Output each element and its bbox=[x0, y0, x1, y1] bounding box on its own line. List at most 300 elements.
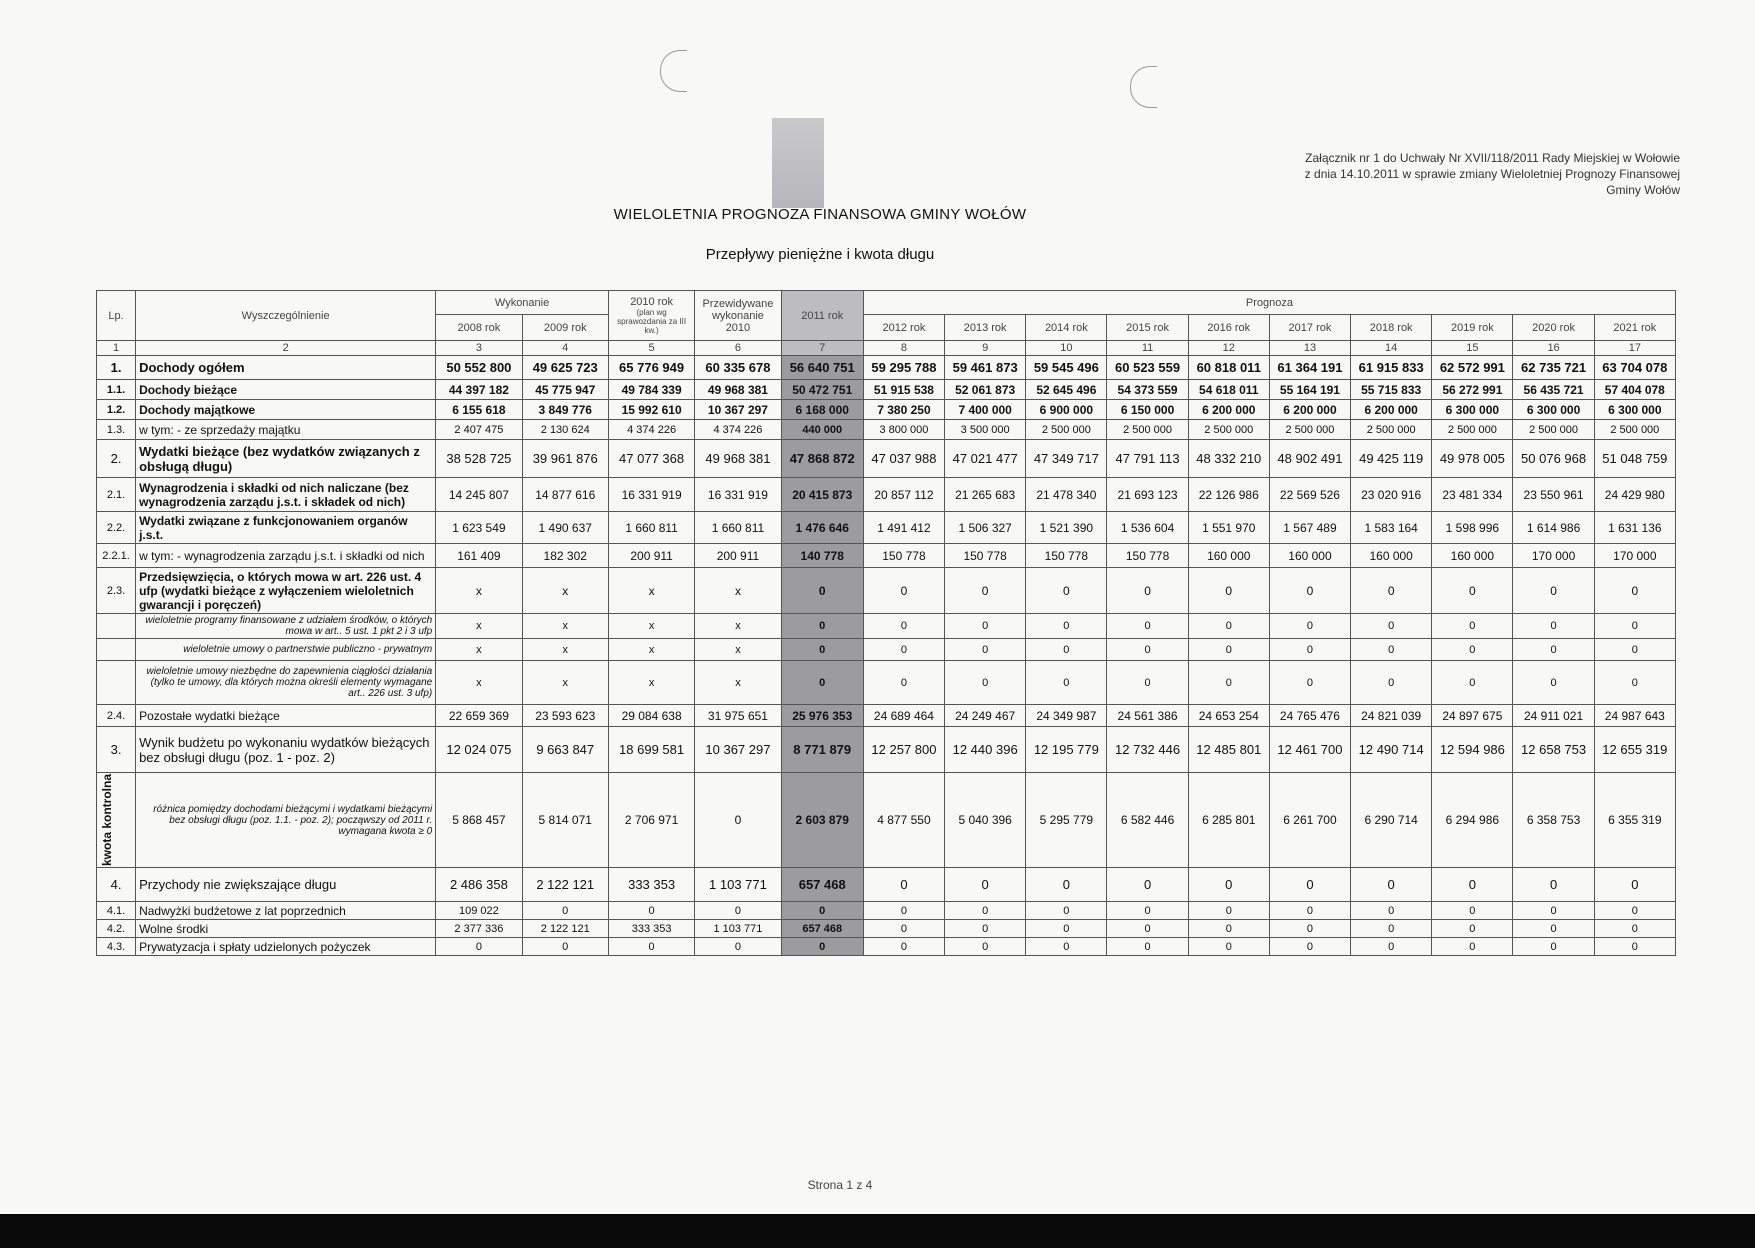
row-description: Pozostałe wydatki bieżące bbox=[136, 705, 436, 727]
row-description: Wydatki bieżące (bez wydatków związanych z obsługą długu) bbox=[136, 440, 436, 478]
table-row bbox=[97, 639, 1676, 661]
table-cell: 54 373 559 bbox=[1107, 380, 1188, 400]
table-cell: 2 377 336 bbox=[436, 920, 522, 938]
table-cell: 200 911 bbox=[695, 544, 781, 568]
column-number: 11 bbox=[1107, 341, 1188, 356]
table-cell: 6 155 618 bbox=[436, 400, 522, 420]
column-number: 10 bbox=[1026, 341, 1107, 356]
table-cell: 0 bbox=[1432, 661, 1513, 705]
table-cell: 31 975 651 bbox=[695, 705, 781, 727]
table-cell: 55 715 833 bbox=[1351, 380, 1432, 400]
table-cell: 0 bbox=[945, 661, 1026, 705]
table-cell: 0 bbox=[1188, 920, 1269, 938]
row-lp: 1.2. bbox=[97, 400, 136, 420]
table-cell: 0 bbox=[1513, 868, 1594, 902]
row-lp: 1. bbox=[97, 356, 136, 380]
table-cell: 50 552 800 bbox=[436, 356, 522, 380]
column-number: 12 bbox=[1188, 341, 1269, 356]
table-cell: 22 126 986 bbox=[1188, 478, 1269, 512]
table-cell: 51 048 759 bbox=[1594, 440, 1675, 478]
table-cell: 0 bbox=[1026, 614, 1107, 639]
table-row bbox=[97, 478, 1676, 512]
table-cell: 39 961 876 bbox=[522, 440, 608, 478]
row-description: Wydatki związane z funkcjonowaniem organów j.s.t. bbox=[136, 512, 436, 544]
table-cell: 49 784 339 bbox=[608, 380, 694, 400]
table-cell: 56 272 991 bbox=[1432, 380, 1513, 400]
table-cell: 0 bbox=[1594, 661, 1675, 705]
table-cell: 1 506 327 bbox=[945, 512, 1026, 544]
row-description: Wolne środki bbox=[136, 920, 436, 938]
header-2010-plan bbox=[608, 291, 694, 341]
table-cell: 24 561 386 bbox=[1107, 705, 1188, 727]
table-cell: 160 000 bbox=[1269, 544, 1350, 568]
table-cell: 0 bbox=[695, 902, 781, 920]
table-cell: 0 bbox=[1026, 938, 1107, 956]
table-cell: 24 249 467 bbox=[945, 705, 1026, 727]
table-cell: 60 523 559 bbox=[1107, 356, 1188, 380]
table-cell: 0 bbox=[1188, 568, 1269, 614]
table-cell: 0 bbox=[863, 938, 944, 956]
row-lp: 2.2.1. bbox=[97, 544, 136, 568]
header-year-2015: 2015 rok bbox=[1107, 315, 1188, 341]
table-cell: x bbox=[436, 568, 522, 614]
header-year-2012: 2012 rok bbox=[863, 315, 944, 341]
table-cell: 1 491 412 bbox=[863, 512, 944, 544]
header-2011: 2011 rok bbox=[781, 291, 863, 341]
table-cell: 25 976 353 bbox=[781, 705, 863, 727]
table-cell: 2 500 000 bbox=[1432, 420, 1513, 440]
table-cell: 150 778 bbox=[945, 544, 1026, 568]
row-lp: 2.4. bbox=[97, 705, 136, 727]
table-cell: 50 076 968 bbox=[1513, 440, 1594, 478]
table-cell: 0 bbox=[1188, 868, 1269, 902]
table-cell: 0 bbox=[1269, 938, 1350, 956]
table-cell: 59 461 873 bbox=[945, 356, 1026, 380]
table-cell: 0 bbox=[1513, 920, 1594, 938]
table-cell: 0 bbox=[1107, 868, 1188, 902]
table-cell: 50 472 751 bbox=[781, 380, 863, 400]
column-number-row bbox=[97, 341, 1676, 356]
table-cell: 0 bbox=[863, 920, 944, 938]
table-cell: 0 bbox=[1351, 868, 1432, 902]
table-cell: 0 bbox=[1432, 920, 1513, 938]
table-cell: 51 915 538 bbox=[863, 380, 944, 400]
table-cell: 0 bbox=[781, 661, 863, 705]
table-cell: 0 bbox=[1107, 639, 1188, 661]
table-cell: 57 404 078 bbox=[1594, 380, 1675, 400]
annex-note bbox=[1250, 150, 1680, 198]
table-cell: 0 bbox=[695, 938, 781, 956]
table-cell: 0 bbox=[1513, 938, 1594, 956]
table-cell: 109 022 bbox=[436, 902, 522, 920]
table-cell: 0 bbox=[1351, 938, 1432, 956]
header-desc: Wyszczególnienie bbox=[136, 291, 436, 341]
table-cell: 61 364 191 bbox=[1269, 356, 1350, 380]
table-cell: 14 245 807 bbox=[436, 478, 522, 512]
table-cell: 0 bbox=[1269, 614, 1350, 639]
table-cell: 0 bbox=[1351, 661, 1432, 705]
row-lp: 3. bbox=[97, 727, 136, 773]
table-cell: 0 bbox=[1107, 614, 1188, 639]
table-cell: x bbox=[695, 639, 781, 661]
table-cell: 63 704 078 bbox=[1594, 356, 1675, 380]
row-lp bbox=[97, 614, 136, 639]
column-number: 2 bbox=[136, 341, 436, 356]
table-cell: x bbox=[695, 614, 781, 639]
table-cell: 0 bbox=[695, 773, 781, 868]
table-cell: 49 425 119 bbox=[1351, 440, 1432, 478]
table-row bbox=[97, 902, 1676, 920]
header-lp: Lp. bbox=[97, 291, 136, 341]
table-cell: 0 bbox=[1513, 614, 1594, 639]
table-cell: 0 bbox=[781, 568, 863, 614]
scan-bottom-edge bbox=[0, 1214, 1755, 1248]
column-number: 16 bbox=[1513, 341, 1594, 356]
table-cell: 47 791 113 bbox=[1107, 440, 1188, 478]
column-number: 3 bbox=[436, 341, 522, 356]
table-row bbox=[97, 727, 1676, 773]
table-cell: 0 bbox=[1188, 614, 1269, 639]
table-row bbox=[97, 773, 1676, 868]
table-cell: 56 640 751 bbox=[781, 356, 863, 380]
table-cell: 44 397 182 bbox=[436, 380, 522, 400]
table-cell: 0 bbox=[1594, 938, 1675, 956]
table-cell: 0 bbox=[781, 938, 863, 956]
table-cell: 16 331 919 bbox=[608, 478, 694, 512]
table-cell: 9 663 847 bbox=[522, 727, 608, 773]
table-row bbox=[97, 661, 1676, 705]
table-cell: 150 778 bbox=[1107, 544, 1188, 568]
row-lp: 4. bbox=[97, 868, 136, 902]
table-cell: 2 122 121 bbox=[522, 920, 608, 938]
table-cell: 24 765 476 bbox=[1269, 705, 1350, 727]
table-cell: 0 bbox=[1026, 661, 1107, 705]
table-cell: 0 bbox=[1432, 568, 1513, 614]
header-year-2016: 2016 rok bbox=[1188, 315, 1269, 341]
table-cell: 1 614 986 bbox=[1513, 512, 1594, 544]
table-cell: 5 814 071 bbox=[522, 773, 608, 868]
table-cell: 65 776 949 bbox=[608, 356, 694, 380]
table-row bbox=[97, 512, 1676, 544]
table-cell: 48 332 210 bbox=[1188, 440, 1269, 478]
table-cell: x bbox=[608, 639, 694, 661]
row-description: Dochody bieżące bbox=[136, 380, 436, 400]
table-cell: 0 bbox=[863, 902, 944, 920]
table-cell: 6 900 000 bbox=[1026, 400, 1107, 420]
header-year-2021: 2021 rok bbox=[1594, 315, 1675, 341]
table-cell: 0 bbox=[945, 639, 1026, 661]
row-lp: 2. bbox=[97, 440, 136, 478]
table-cell: 52 645 496 bbox=[1026, 380, 1107, 400]
table-cell: 12 485 801 bbox=[1188, 727, 1269, 773]
row-description: Wynik budżetu po wykonaniu wydatków bieżących bez obsługi długu (poz. 1 - poz. 2) bbox=[136, 727, 436, 773]
table-cell: 2 500 000 bbox=[1351, 420, 1432, 440]
table-cell: 0 bbox=[1351, 920, 1432, 938]
table-row bbox=[97, 938, 1676, 956]
punch-hole-right bbox=[1130, 66, 1157, 108]
table-cell: 0 bbox=[863, 639, 944, 661]
table-row bbox=[97, 568, 1676, 614]
table-cell: 47 037 988 bbox=[863, 440, 944, 478]
table-cell: 3 800 000 bbox=[863, 420, 944, 440]
table-cell: 6 200 000 bbox=[1351, 400, 1432, 420]
table-cell: 0 bbox=[1432, 938, 1513, 956]
table-cell: 47 349 717 bbox=[1026, 440, 1107, 478]
row-lp: 4.1. bbox=[97, 902, 136, 920]
table-cell: 0 bbox=[1107, 568, 1188, 614]
table-cell: 0 bbox=[863, 568, 944, 614]
table-cell: 1 103 771 bbox=[695, 868, 781, 902]
table-cell: 6 168 000 bbox=[781, 400, 863, 420]
table-cell: 7 380 250 bbox=[863, 400, 944, 420]
header-year-2017: 2017 rok bbox=[1269, 315, 1350, 341]
row-description: wieloletnie umowy o partnerstwie publiczno - prywatnym bbox=[136, 639, 436, 661]
table-cell: x bbox=[695, 568, 781, 614]
header-przewidywane: Przewidywane wykonanie 2010 bbox=[695, 291, 781, 341]
table-cell: 54 618 011 bbox=[1188, 380, 1269, 400]
table-cell: 12 490 714 bbox=[1351, 727, 1432, 773]
row-description: Dochody majątkowe bbox=[136, 400, 436, 420]
table-cell: 0 bbox=[1269, 902, 1350, 920]
table-cell: 4 877 550 bbox=[863, 773, 944, 868]
row-description: w tym: - ze sprzedaży majątku bbox=[136, 420, 436, 440]
table-cell: 0 bbox=[1269, 639, 1350, 661]
table-cell: 1 583 164 bbox=[1351, 512, 1432, 544]
table-cell: 12 594 986 bbox=[1432, 727, 1513, 773]
row-lp: 2.1. bbox=[97, 478, 136, 512]
table-cell: x bbox=[436, 639, 522, 661]
table-cell: 0 bbox=[1513, 902, 1594, 920]
document-title: WIELOLETNIA PROGNOZA FINANSOWA GMINY WOŁÓW bbox=[613, 206, 1027, 223]
table-cell: 18 699 581 bbox=[608, 727, 694, 773]
table-cell: 1 631 136 bbox=[1594, 512, 1675, 544]
table-cell: 0 bbox=[1351, 902, 1432, 920]
table-cell: 60 818 011 bbox=[1188, 356, 1269, 380]
column-number: 9 bbox=[945, 341, 1026, 356]
table-cell: 0 bbox=[1188, 661, 1269, 705]
table-cell: 170 000 bbox=[1513, 544, 1594, 568]
row-lp: 2.3. bbox=[97, 568, 136, 614]
table-cell: 3 500 000 bbox=[945, 420, 1026, 440]
row-lp: 1.1. bbox=[97, 380, 136, 400]
table-cell: 24 349 987 bbox=[1026, 705, 1107, 727]
table-row bbox=[97, 400, 1676, 420]
table-cell: 150 778 bbox=[1026, 544, 1107, 568]
table-row bbox=[97, 920, 1676, 938]
table-cell: 5 295 779 bbox=[1026, 773, 1107, 868]
table-cell: 0 bbox=[1432, 868, 1513, 902]
table-cell: 0 bbox=[1513, 661, 1594, 705]
table-cell: 2 407 475 bbox=[436, 420, 522, 440]
table-cell: 5 868 457 bbox=[436, 773, 522, 868]
table-cell: 6 150 000 bbox=[1107, 400, 1188, 420]
table-cell: 14 877 616 bbox=[522, 478, 608, 512]
table-cell: 333 353 bbox=[608, 868, 694, 902]
table-cell: 1 536 604 bbox=[1107, 512, 1188, 544]
table-cell: 0 bbox=[1432, 614, 1513, 639]
header-wykonanie: Wykonanie bbox=[436, 291, 609, 315]
table-cell: 0 bbox=[1269, 868, 1350, 902]
punch-hole-left bbox=[660, 50, 687, 92]
table-cell: 4 374 226 bbox=[608, 420, 694, 440]
table-cell: 24 653 254 bbox=[1188, 705, 1269, 727]
table-cell: 161 409 bbox=[436, 544, 522, 568]
table-cell: 333 353 bbox=[608, 920, 694, 938]
table-cell: 6 582 446 bbox=[1107, 773, 1188, 868]
table-cell: 49 625 723 bbox=[522, 356, 608, 380]
table-cell: 2 500 000 bbox=[1026, 420, 1107, 440]
table-cell: 6 261 700 bbox=[1269, 773, 1350, 868]
table-cell: 60 335 678 bbox=[695, 356, 781, 380]
forecast-table-body bbox=[97, 356, 1676, 956]
table-cell: 29 084 638 bbox=[608, 705, 694, 727]
row-description: różnica pomiędzy dochodami bieżącymi i wydatkami bieżącymi bez obsługi długu (poz. 1.1. - poz. 2); począwszy od 2011 r. wymagana kwota ≥ 0 bbox=[136, 773, 436, 868]
table-cell: 0 bbox=[436, 938, 522, 956]
header-2009: 2009 rok bbox=[522, 315, 608, 341]
table-cell: 48 902 491 bbox=[1269, 440, 1350, 478]
column-number: 8 bbox=[863, 341, 944, 356]
annex-line-1: Załącznik nr 1 do Uchwały Nr XVII/118/2011 Rady Miejskiej w Wołowie bbox=[1305, 151, 1680, 165]
table-cell: 0 bbox=[1432, 639, 1513, 661]
table-cell: 2 486 358 bbox=[436, 868, 522, 902]
table-cell: 23 481 334 bbox=[1432, 478, 1513, 512]
table-cell: 0 bbox=[781, 614, 863, 639]
table-cell: 6 285 801 bbox=[1188, 773, 1269, 868]
header-year-2020: 2020 rok bbox=[1513, 315, 1594, 341]
table-cell: 140 778 bbox=[781, 544, 863, 568]
table-cell: 0 bbox=[1026, 868, 1107, 902]
table-cell: 12 195 779 bbox=[1026, 727, 1107, 773]
column-number: 4 bbox=[522, 341, 608, 356]
table-cell: 62 735 721 bbox=[1513, 356, 1594, 380]
table-cell: 6 300 000 bbox=[1432, 400, 1513, 420]
table-cell: x bbox=[522, 614, 608, 639]
table-cell: 0 bbox=[1026, 639, 1107, 661]
table-cell: 1 660 811 bbox=[695, 512, 781, 544]
table-cell: 24 911 021 bbox=[1513, 705, 1594, 727]
table-cell: 0 bbox=[608, 902, 694, 920]
table-cell: 0 bbox=[781, 639, 863, 661]
column-number: 6 bbox=[695, 341, 781, 356]
table-row bbox=[97, 868, 1676, 902]
table-cell: 657 468 bbox=[781, 868, 863, 902]
table-cell: 49 978 005 bbox=[1432, 440, 1513, 478]
table-row bbox=[97, 440, 1676, 478]
table-cell: 3 849 776 bbox=[522, 400, 608, 420]
table-cell: 2 500 000 bbox=[1107, 420, 1188, 440]
table-cell: 2 500 000 bbox=[1269, 420, 1350, 440]
table-row bbox=[97, 380, 1676, 400]
table-cell: 1 551 970 bbox=[1188, 512, 1269, 544]
forecast-table bbox=[96, 290, 1676, 956]
table-row bbox=[97, 544, 1676, 568]
row-lp-vertical: kwota kontrolna bbox=[100, 774, 114, 867]
table-cell: 10 367 297 bbox=[695, 727, 781, 773]
column-number: 15 bbox=[1432, 341, 1513, 356]
table-cell: x bbox=[522, 661, 608, 705]
table-cell: 0 bbox=[1188, 639, 1269, 661]
table-cell: 182 302 bbox=[522, 544, 608, 568]
table-cell: 20 857 112 bbox=[863, 478, 944, 512]
table-cell: 2 500 000 bbox=[1513, 420, 1594, 440]
table-cell: 6 300 000 bbox=[1513, 400, 1594, 420]
table-cell: 12 461 700 bbox=[1269, 727, 1350, 773]
table-cell: 23 550 961 bbox=[1513, 478, 1594, 512]
table-cell: 7 400 000 bbox=[945, 400, 1026, 420]
table-cell: 0 bbox=[1269, 568, 1350, 614]
table-cell: x bbox=[522, 568, 608, 614]
table-cell: 45 775 947 bbox=[522, 380, 608, 400]
table-cell: 657 468 bbox=[781, 920, 863, 938]
row-description: wieloletnie programy finansowane z udziałem środków, o których mowa w art.. 5 ust. 1 pkt 2 i 3 ufp bbox=[136, 614, 436, 639]
column-number: 5 bbox=[608, 341, 694, 356]
table-cell: 170 000 bbox=[1594, 544, 1675, 568]
table-cell: 24 821 039 bbox=[1351, 705, 1432, 727]
table-cell: 0 bbox=[1026, 902, 1107, 920]
table-cell: 15 992 610 bbox=[608, 400, 694, 420]
column-number: 1 bbox=[97, 341, 136, 356]
row-description: wieloletnie umowy niezbędne do zapewnienia ciągłości działania (tylko te umowy, dla których można określi elementy wymagane art.. 226 ust. 3 ufp) bbox=[136, 661, 436, 705]
table-cell: 0 bbox=[1107, 902, 1188, 920]
table-cell: 52 061 873 bbox=[945, 380, 1026, 400]
table-cell: 2 122 121 bbox=[522, 868, 608, 902]
table-cell: 62 572 991 bbox=[1432, 356, 1513, 380]
table-cell: 21 478 340 bbox=[1026, 478, 1107, 512]
table-cell: 0 bbox=[1351, 639, 1432, 661]
table-cell: 23 593 623 bbox=[522, 705, 608, 727]
table-cell: 200 911 bbox=[608, 544, 694, 568]
page-number: Strona 1 z 4 bbox=[807, 1178, 873, 1192]
table-cell: 16 331 919 bbox=[695, 478, 781, 512]
table-cell: x bbox=[436, 614, 522, 639]
table-cell: 0 bbox=[1107, 920, 1188, 938]
table-cell: 10 367 297 bbox=[695, 400, 781, 420]
table-cell: 1 567 489 bbox=[1269, 512, 1350, 544]
table-cell: 0 bbox=[1594, 868, 1675, 902]
table-cell: 1 660 811 bbox=[608, 512, 694, 544]
row-lp: 2.2. bbox=[97, 512, 136, 544]
table-cell: 22 659 369 bbox=[436, 705, 522, 727]
row-description: Nadwyżki budżetowe z lat poprzednich bbox=[136, 902, 436, 920]
table-row bbox=[97, 356, 1676, 380]
table-cell: 22 569 526 bbox=[1269, 478, 1350, 512]
table-cell: x bbox=[436, 661, 522, 705]
header-year-2014: 2014 rok bbox=[1026, 315, 1107, 341]
annex-line-3: Gminy Wołów bbox=[1606, 183, 1680, 197]
table-cell: 2 603 879 bbox=[781, 773, 863, 868]
table-cell: x bbox=[695, 661, 781, 705]
table-cell: 0 bbox=[945, 902, 1026, 920]
table-cell: 24 987 643 bbox=[1594, 705, 1675, 727]
header-2010-plan-year: 2010 rok bbox=[630, 296, 673, 308]
header-year-2019: 2019 rok bbox=[1432, 315, 1513, 341]
row-description: Prywatyzacja i spłaty udzielonych pożyczek bbox=[136, 938, 436, 956]
table-cell: 0 bbox=[945, 568, 1026, 614]
table-cell: 2 130 624 bbox=[522, 420, 608, 440]
table-cell: 0 bbox=[522, 902, 608, 920]
table-cell: 0 bbox=[522, 938, 608, 956]
annex-line-2: z dnia 14.10.2011 w sprawie zmiany Wieloletniej Prognozy Finansowej bbox=[1304, 167, 1680, 181]
table-cell: 0 bbox=[1594, 639, 1675, 661]
table-cell: 1 103 771 bbox=[695, 920, 781, 938]
table-cell: 0 bbox=[1432, 902, 1513, 920]
table-row bbox=[97, 705, 1676, 727]
table-cell: 49 968 381 bbox=[695, 380, 781, 400]
table-cell: 0 bbox=[945, 868, 1026, 902]
table-cell: 49 968 381 bbox=[695, 440, 781, 478]
row-lp bbox=[97, 639, 136, 661]
table-cell: 12 024 075 bbox=[436, 727, 522, 773]
